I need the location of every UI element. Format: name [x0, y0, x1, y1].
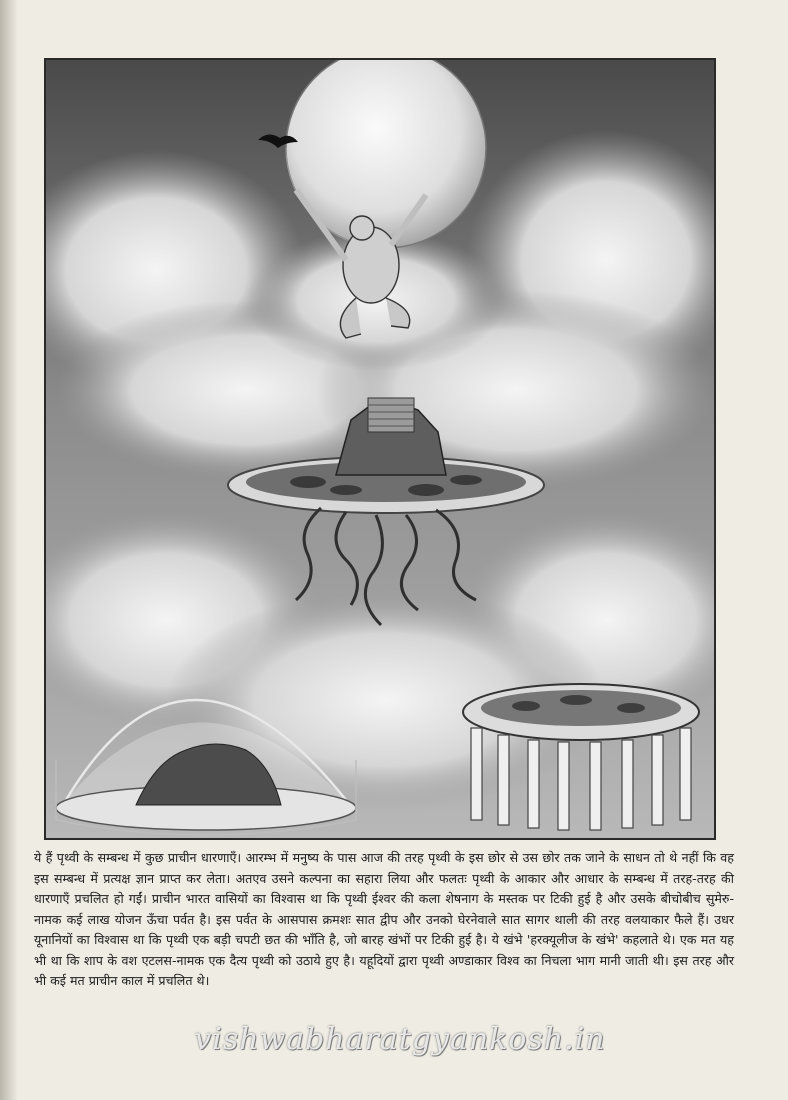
illustration-plate — [44, 58, 716, 840]
site-watermark: vishwabharatgyankosh.in — [194, 1022, 606, 1057]
ancient-earth-illustration — [46, 60, 714, 838]
illustration-caption: ये हैं पृथ्वी के सम्बन्ध में कुछ प्राचीन धारणाएँ। आरम्भ में मनुष्य के पास आज की तरह पृथ्वी के इस छोर से उस छोर तक जाने के साधन तो थे नहीं कि वह इस सम्बन्ध में प्रत्यक्ष ज्ञान प्राप्त कर लेता। अतएव उसने कल्पना का सहारा लिया और फलतः पृथ्वी के आकार और आधार के सम्बन्ध में तरह-तरह की धारणाएँ प्रचलित हो गईं। प्राचीन भारत वासियों का विश्वास था कि पृथ्वी ईश्वर की कला शेषनाग के मस्तक पर टिकी हुई है और उसके बीचोबीच सुमेरु-नामक कई लाख योजन ऊँचा पर्वत है। इस पर्वत के आसपास क्रमशः सात द्वीप और उनको घेरनेवाले सात सागर थाली की तरह वलयाकार फैले हैं। उधर यूनानियों का विश्वास था कि पृथ्वी एक बड़ी चपटी छत की भाँति है, जो बारह खंभों पर टिकी हुई है। ये खंभे 'हरक्यूलीज के खंभे' कहलाते थे। एक मत यह भी था कि शाप के वश एटलस-नामक एक दैत्य पृथ्वी को उठाये हुए है। यहूदियों द्वारा पृथ्वी अण्डाकार विश्व का निचला भाग मानी जाती थी। इस तरह और भी कई मत प्राचीन काल में प्रचलित थे। — [34, 850, 734, 988]
page-gutter-shadow — [0, 0, 18, 1100]
